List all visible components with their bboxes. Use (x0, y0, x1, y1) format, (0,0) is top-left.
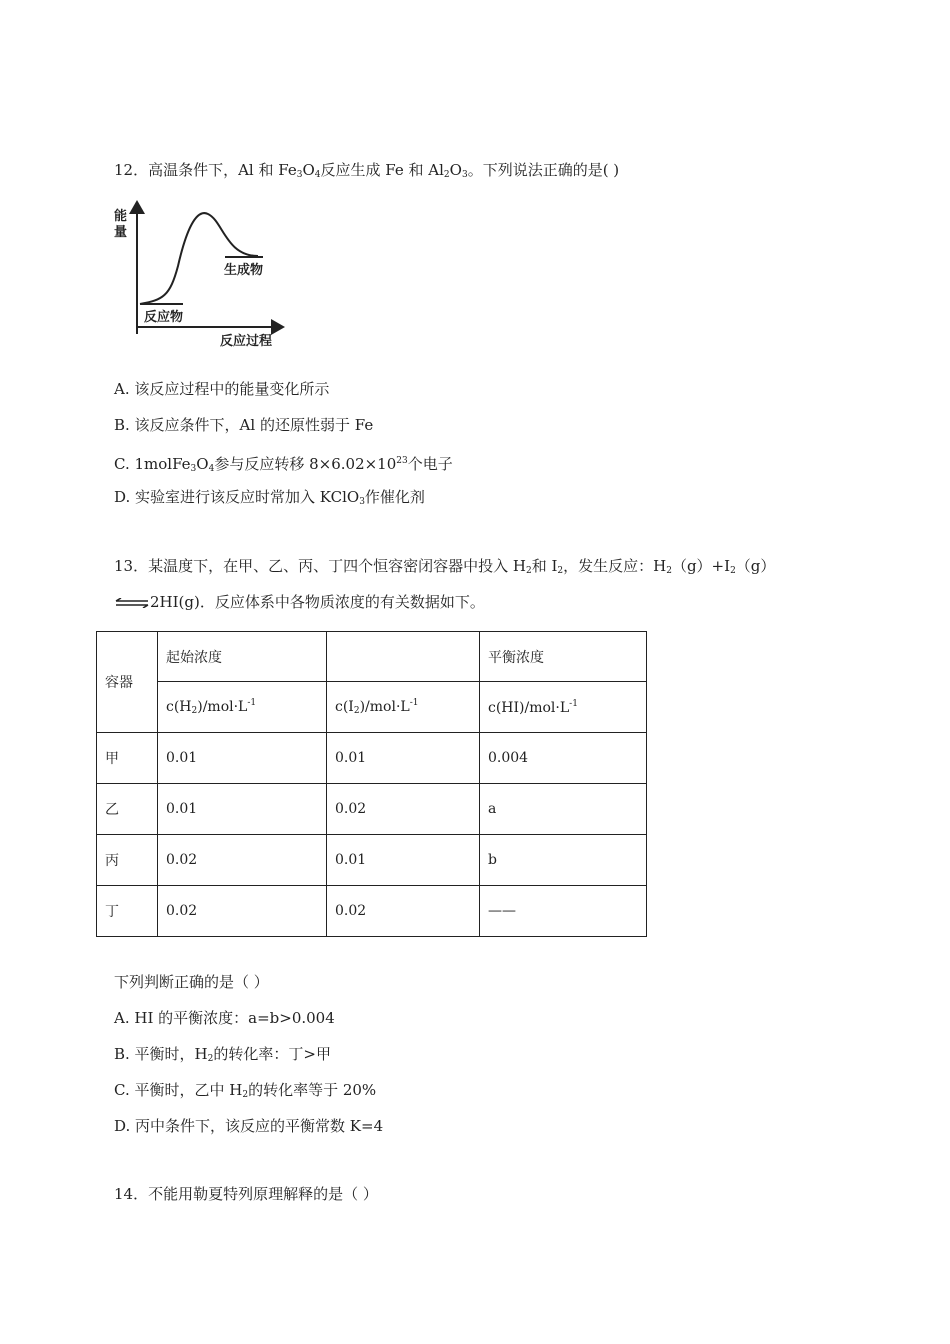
header-c-i2: $c(I_2)/mol\cdot L^{-1}$ (327, 682, 480, 733)
reactant-label: 反应物 (144, 310, 184, 325)
equilibrium-arrow-icon (114, 598, 150, 608)
q13-option-b: B. 平衡时，$H_2$的转化率：丁>甲 (114, 1045, 331, 1064)
row-i2: 0.01 (327, 733, 480, 784)
energy-diagram (108, 196, 288, 351)
q14-stem: 14．不能用勒夏特列原理解释的是（ ） (114, 1185, 378, 1203)
row-h2: 0.01 (158, 733, 327, 784)
xlabel: 反应过程 (220, 334, 273, 349)
q13-option-a: A. HI 的平衡浓度：a=b>0.004 (114, 1009, 335, 1027)
q13-stem-line1: 13．某温度下，在甲、乙、丙、丁四个恒容密闭容器中投入 $H_2$和 $I_2$，发生反应：$H_2(g)+I_2(g)$ (114, 557, 776, 576)
row-hi: a (480, 784, 647, 835)
row-h2: 0.01 (158, 784, 327, 835)
concentration-table (96, 631, 647, 937)
header-c-hi: $c(HI)/mol\cdot L^{-1}$ (480, 682, 647, 733)
table-row (97, 835, 647, 886)
row-h2: 0.02 (158, 835, 327, 886)
q12-option-b: B. 该反应条件下，Al 的还原性弱于 Fe (114, 416, 374, 434)
row-hi: —— (480, 886, 647, 937)
header-initial: 起始浓度 (158, 632, 327, 682)
row-i2: 0.01 (327, 835, 480, 886)
q12-option-c: C. $1molFe_3O_4$参与反应转移 $8\times 6.02\times 10^{23}$个电子 (114, 455, 453, 474)
q13-question: 下列判断正确的是（ ） (114, 973, 269, 991)
product-label: 生成物 (224, 263, 264, 278)
row-h2: 0.02 (158, 886, 327, 937)
q12-stem: 12．高温条件下，Al 和 $Fe_3O_4$反应生成 Fe 和 $Al_2O_3$。下列说法正确的是( ) (114, 161, 620, 180)
q12-option-a: A. 该反应过程中的能量变化所示 (114, 380, 330, 398)
table-row (97, 886, 647, 937)
header-equilibrium: 平衡浓度 (480, 632, 647, 682)
q13-stem-line2: 2HI(g)．反应体系中各物质浓度的有关数据如下。 (114, 592, 485, 612)
row-i2: 0.02 (327, 784, 480, 835)
row-name: 乙 (97, 784, 158, 835)
ylabel-2: 量 (114, 225, 128, 240)
table-row (97, 733, 647, 784)
energy-curve (140, 213, 258, 304)
ylabel-1: 能 (114, 209, 128, 224)
row-name: 丙 (97, 835, 158, 886)
row-i2: 0.02 (327, 886, 480, 937)
q13-option-c: C. 平衡时，乙中 $H_2$的转化率等于 20% (114, 1081, 377, 1100)
q13-option-d: D. 丙中条件下，该反应的平衡常数 K=4 (114, 1117, 384, 1135)
header-empty (327, 632, 480, 682)
row-hi: b (480, 835, 647, 886)
row-hi: 0.004 (480, 733, 647, 784)
row-name: 甲 (97, 733, 158, 784)
q12-option-d: D. 实验室进行该反应时常加入 KClO$_3$作催化剂 (114, 488, 425, 507)
row-name: 丁 (97, 886, 158, 937)
header-c-h2: $c(H_2)/mol\cdot L^{-1}$ (158, 682, 327, 733)
table-row (97, 784, 647, 835)
header-container: 容器 (97, 632, 158, 733)
